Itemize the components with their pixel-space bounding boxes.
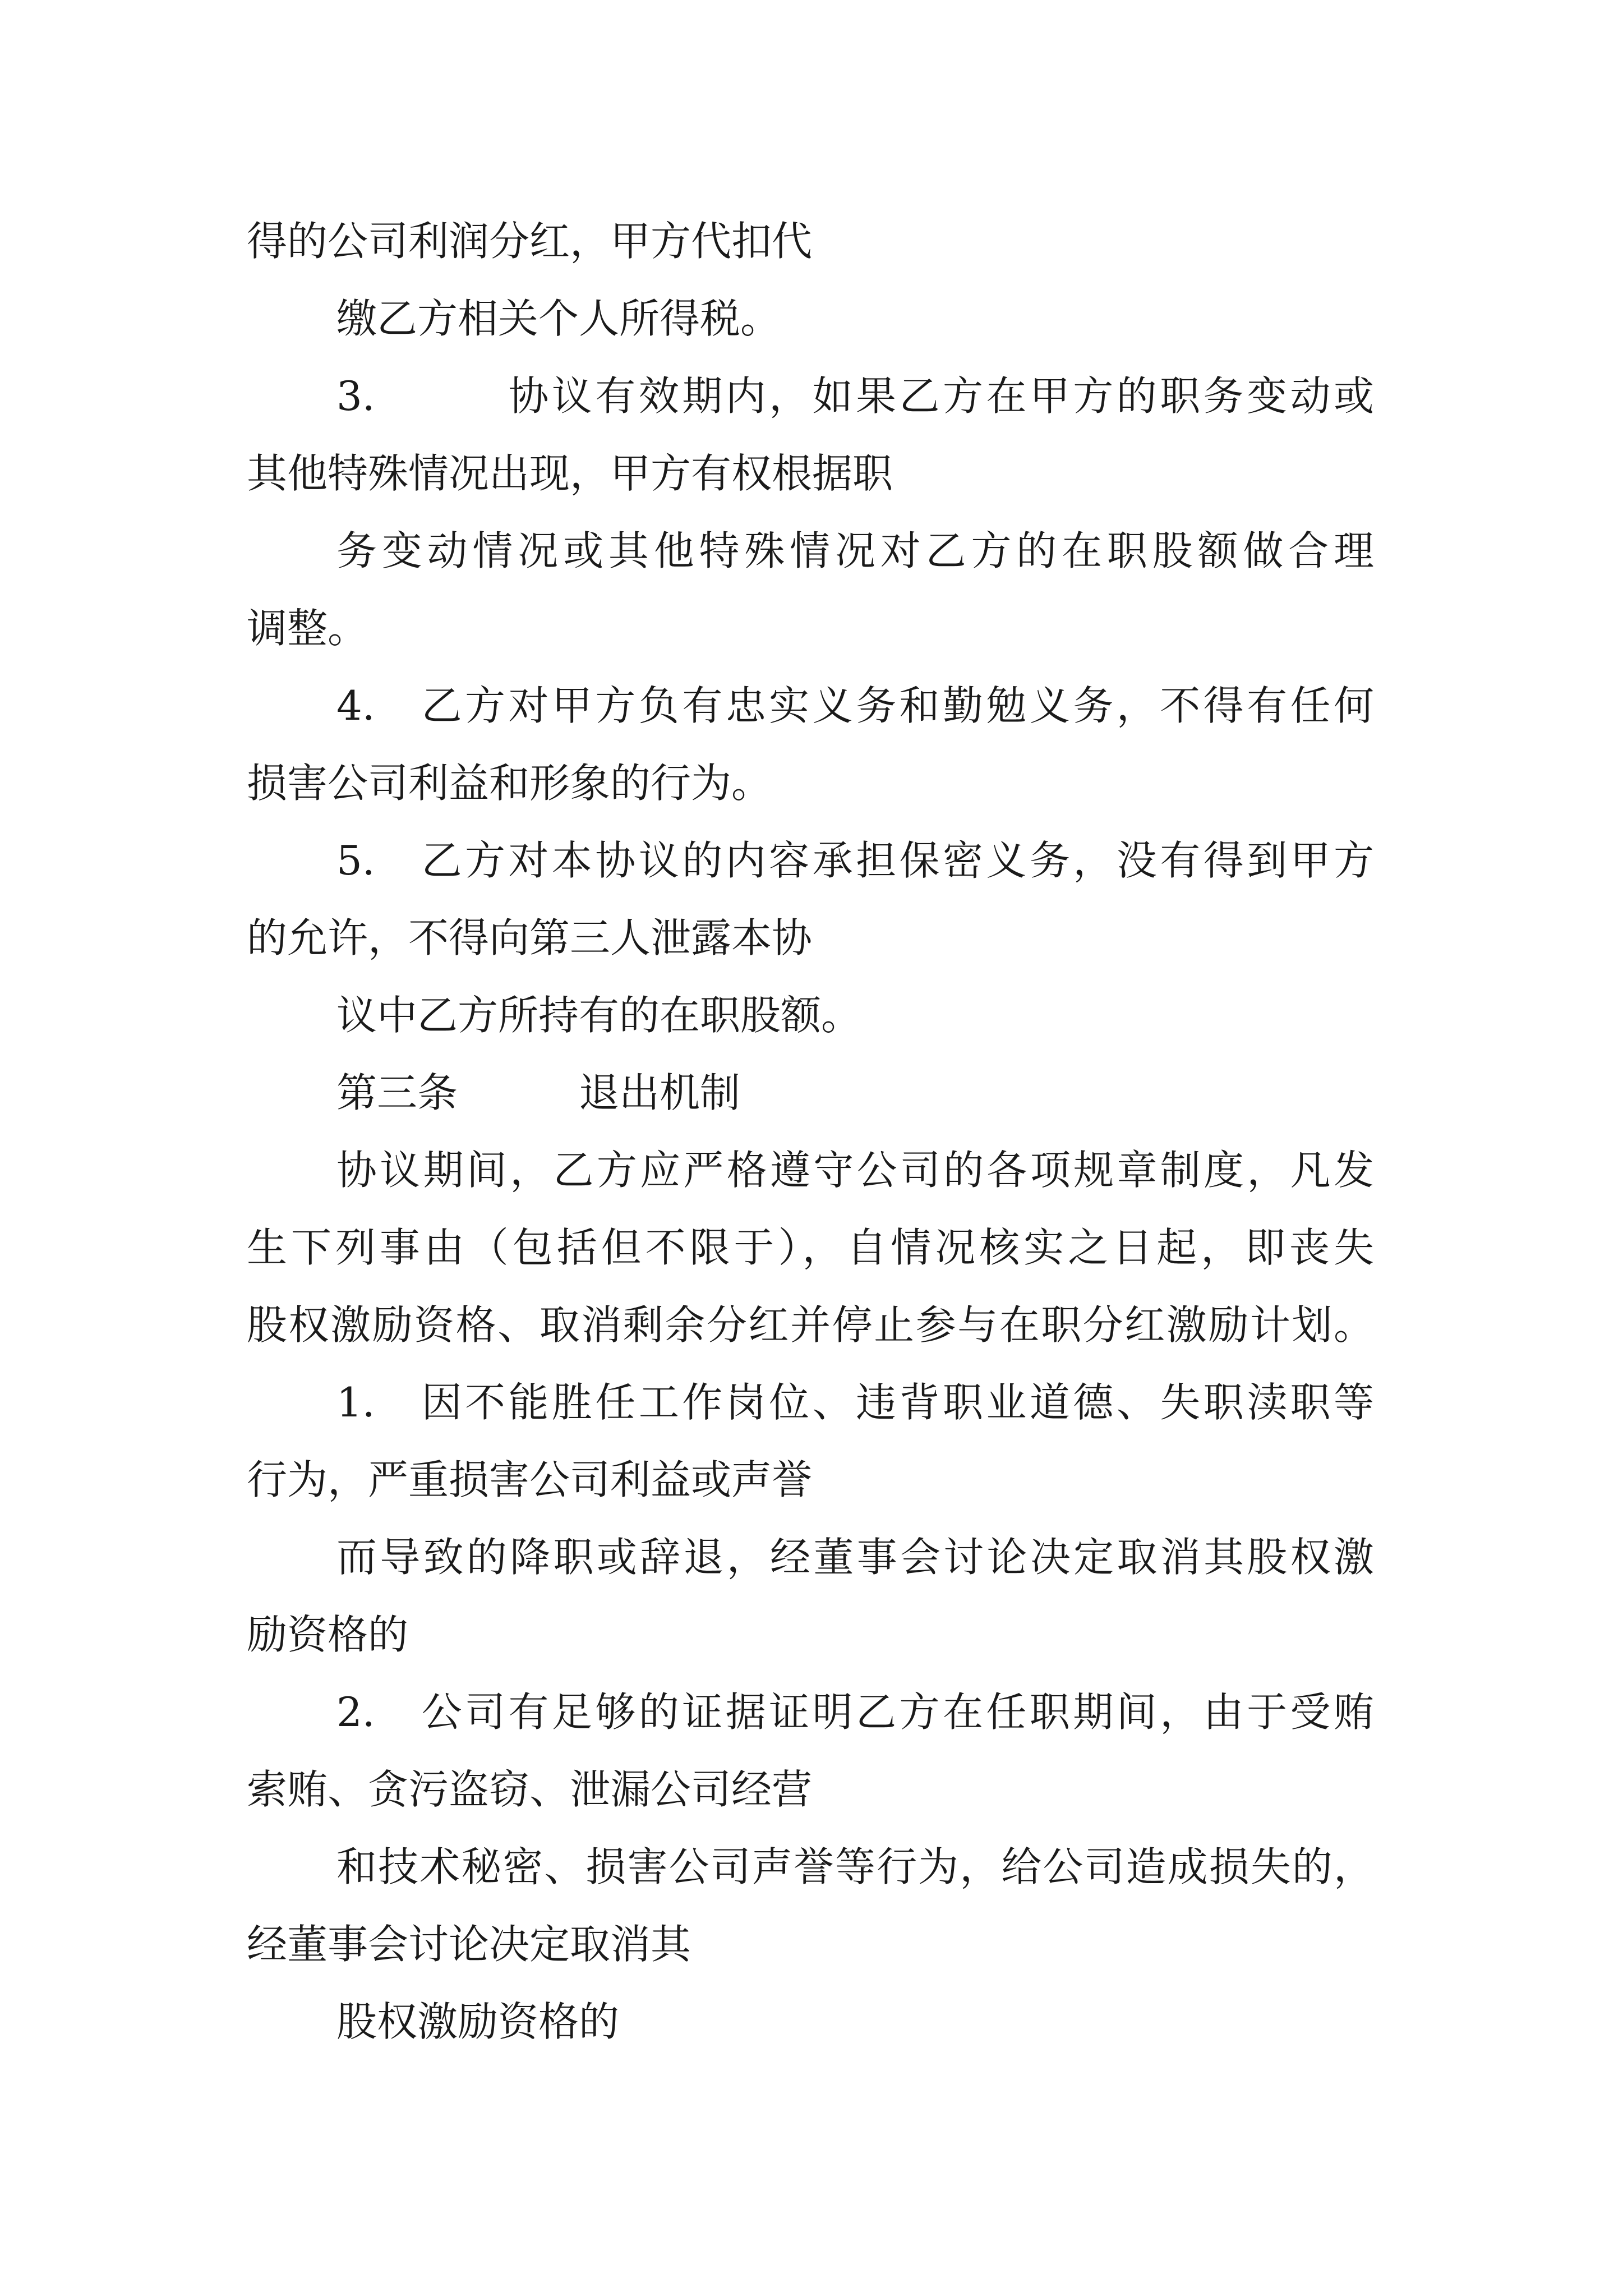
paragraph-line: 和技术秘密、损害公司声誉等行为，给公司造成损失的， [336, 1843, 1374, 1890]
paragraph-line: 1. 因不能胜任工作岗位、违背职业道德、失职渎职等 [336, 1379, 1374, 1426]
paragraph-line: 股权激励资格、取消剩余分红并停止参与在职分红激励计划。 [247, 1301, 1374, 1349]
paragraph-line: 务变动情况或其他特殊情况对乙方的在职股额做合理 [336, 527, 1374, 574]
paragraph-line: 3. 协议有效期内，如果乙方在甲方的职务变动或 [336, 372, 1374, 420]
paragraph-line: 4. 乙方对甲方负有忠实义务和勤勉义务，不得有任何 [336, 682, 1374, 729]
paragraph-line: 议中乙方所持有的在职股额。 [336, 992, 862, 1039]
paragraph-line: 得的公司利润分红，甲方代扣代 [247, 218, 813, 265]
paragraph-line: 励资格的 [247, 1611, 409, 1658]
section-heading: 第三条 退出机制 [336, 1069, 741, 1116]
paragraph-line: 5. 乙方对本协议的内容承担保密义务，没有得到甲方 [336, 837, 1374, 884]
paragraph-line: 股权激励资格的 [336, 1998, 620, 2045]
paragraph-line: 索贿、贪污盗窃、泄漏公司经营 [247, 1766, 813, 1813]
paragraph-line: 损害公司利益和形象的行为。 [247, 760, 772, 807]
paragraph-line: 协议期间，乙方应严格遵守公司的各项规章制度，凡发 [336, 1147, 1374, 1194]
paragraph-line: 行为，严重损害公司利益或声誉 [247, 1456, 813, 1503]
paragraph-line: 生下列事由（包括但不限于），自情况核实之日起，即丧失 [247, 1224, 1374, 1271]
paragraph-line: 2. 公司有足够的证据证明乙方在任职期间，由于受贿 [336, 1688, 1374, 1736]
paragraph-line: 缴乙方相关个人所得税。 [336, 295, 781, 342]
paragraph-line: 的允许，不得向第三人泄露本协 [247, 914, 813, 961]
paragraph-line: 调整。 [247, 605, 368, 652]
paragraph-line: 而导致的降职或辞退，经董事会讨论决定取消其股权激 [336, 1534, 1374, 1581]
paragraph-line: 其他特殊情况出现，甲方有权根据职 [247, 450, 893, 497]
paragraph-line: 经董事会讨论决定取消其 [247, 1921, 691, 1968]
